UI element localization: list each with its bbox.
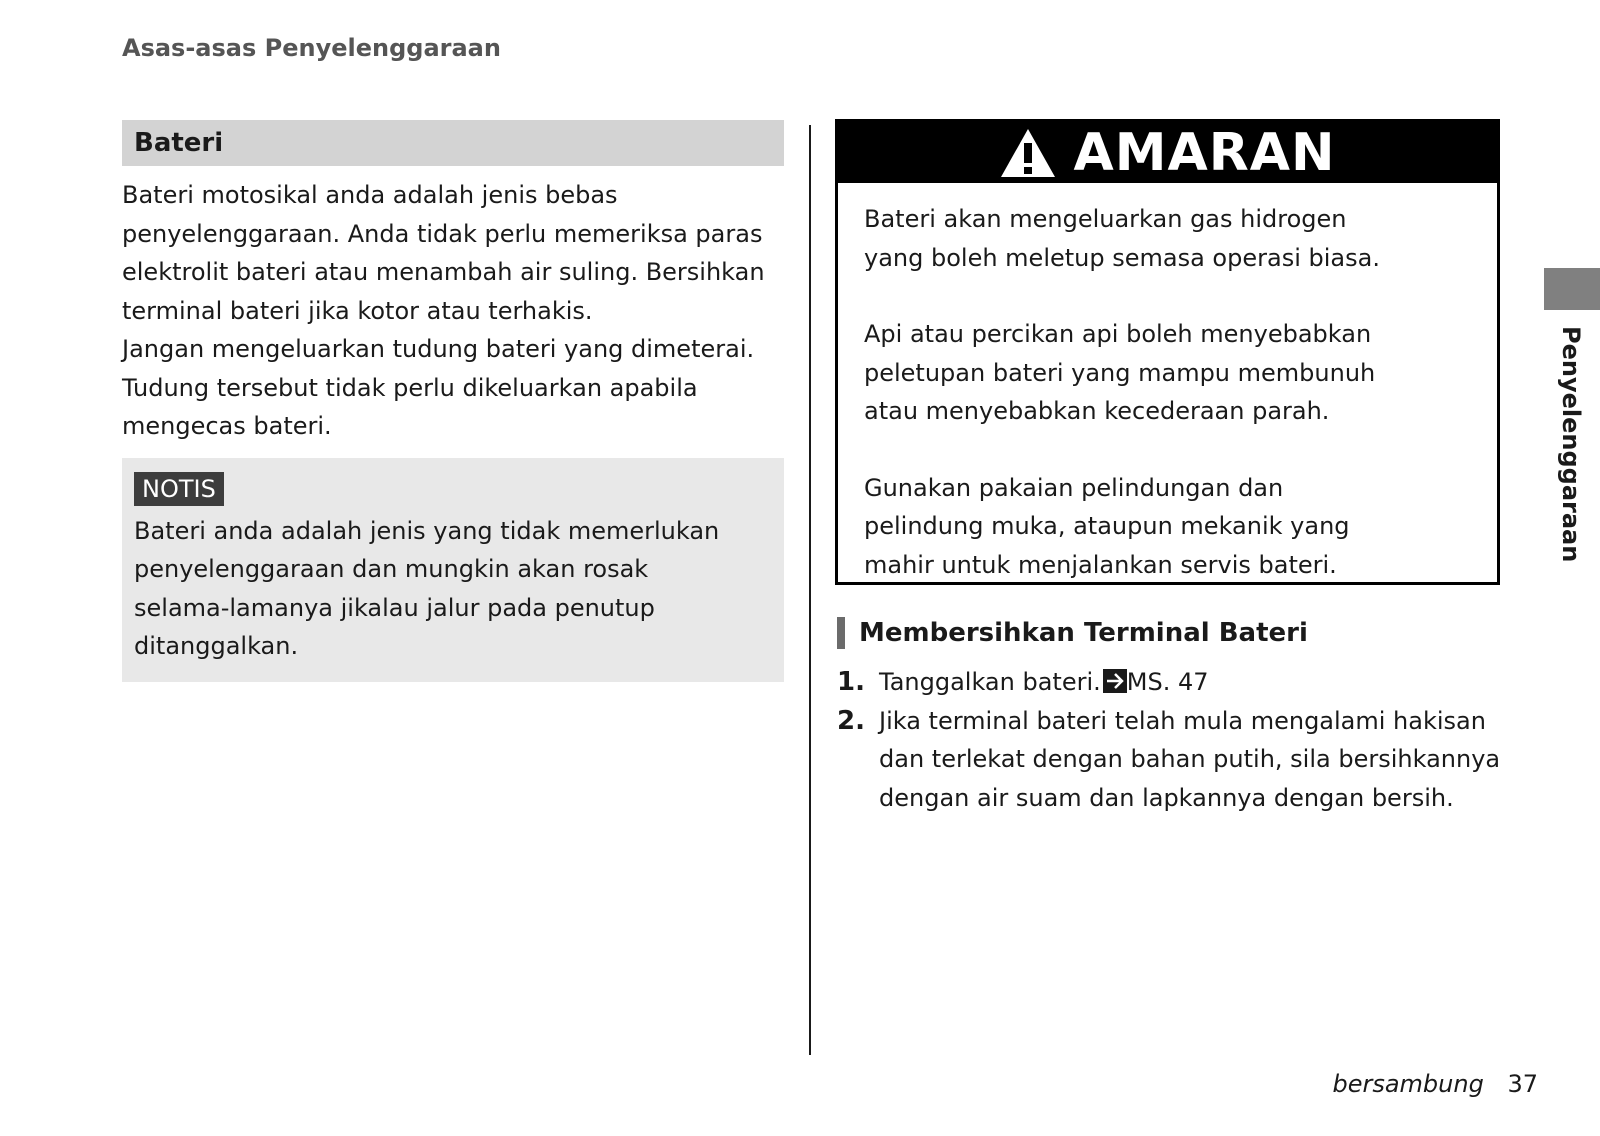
subsection-title: Membersihkan Terminal Bateri: [859, 618, 1308, 648]
warning-body: [838, 183, 1497, 584]
notice-text: [134, 512, 772, 666]
step-line: Jika terminal bateri telah mula mengalami hakisan: [879, 706, 1486, 735]
notice-box: [122, 458, 784, 682]
step-item: [837, 663, 1537, 702]
paragraph-line: mengecas bateri.: [122, 412, 332, 440]
notice-line: selama-lamanya jikalau jalur pada penutup: [134, 593, 655, 622]
warning-line: peletupan bateri yang mampu membunuh: [864, 358, 1376, 387]
warning-box: [835, 119, 1500, 585]
battery-paragraph: [122, 176, 784, 446]
step-line: Tanggalkan bateri.: [879, 668, 1101, 696]
warning-line: atau menyebabkan kecederaan parah.: [864, 397, 1330, 425]
subsection-heading: [837, 617, 1308, 649]
warning-line: Api atau percikan api boleh menyebabkan: [864, 320, 1372, 348]
step-line: dengan air suam dan lapkannya dengan bersih.: [879, 783, 1454, 812]
paragraph-line: Tudung tersebut tidak perlu dikeluarkan apabila: [122, 373, 698, 402]
page-reference-link[interactable]: MS. 47: [1126, 668, 1209, 696]
warning-paragraph: [864, 315, 1475, 431]
notice-line: ditanggalkan.: [134, 632, 299, 660]
notice-line: penyelenggaraan dan mungkin akan rosak: [134, 555, 649, 583]
arrow-right-icon: [1103, 669, 1127, 693]
warning-line: Gunakan pakaian pelindungan dan: [864, 473, 1284, 502]
side-tab-label: Penyelenggaraan: [1557, 326, 1585, 563]
paragraph-line: penyelenggaraan. Anda tidak perlu memeriksa paras: [122, 219, 763, 248]
notice-label: NOTIS: [134, 472, 224, 506]
warning-line: Bateri akan mengeluarkan gas hidrogen: [864, 205, 1347, 233]
step-number: 1.: [837, 667, 865, 697]
subsection-bar: [837, 617, 845, 649]
warning-line: pelindung muka, ataupun mekanik yang: [864, 512, 1350, 540]
steps-list: [837, 663, 1537, 817]
paragraph-line: terminal bateri jika kotor atau terhakis.: [122, 296, 593, 325]
continued-label: bersambung: [1332, 1070, 1484, 1098]
section-title-bateri: Bateri: [122, 120, 784, 166]
notice-line: Bateri anda adalah jenis yang tidak memerlukan: [134, 516, 720, 545]
step-number: 2.: [837, 705, 865, 736]
warning-paragraph: [864, 200, 1475, 277]
page-header-title: Asas-asas Penyelenggaraan: [122, 34, 501, 62]
warning-line: yang boleh meletup semasa operasi biasa.: [864, 243, 1380, 272]
paragraph-line: Jangan mengeluarkan tudung bateri yang dimeterai.: [122, 335, 755, 363]
paragraph-line: elektrolit bateri atau menambah air suling. Bersihkan: [122, 258, 765, 286]
left-column: [122, 120, 784, 682]
column-divider: [809, 125, 811, 1055]
warning-line: mahir untuk menjalankan servis bateri.: [864, 550, 1337, 579]
step-line: dan terlekat dengan bahan putih, sila bersihkannya: [879, 745, 1501, 773]
step-item: [837, 702, 1537, 818]
side-tab[interactable]: [1544, 268, 1600, 310]
warning-paragraph: [864, 469, 1475, 585]
warning-title: AMARAN: [1073, 122, 1336, 183]
paragraph-line: Bateri motosikal anda adalah jenis bebas: [122, 181, 618, 209]
page-footer: [1332, 1070, 1538, 1098]
step-text: [879, 702, 1500, 818]
warning-triangle-icon: [999, 127, 1057, 179]
step-text: [879, 663, 1209, 702]
page-number: 37: [1507, 1070, 1538, 1098]
warning-header: [838, 122, 1497, 183]
